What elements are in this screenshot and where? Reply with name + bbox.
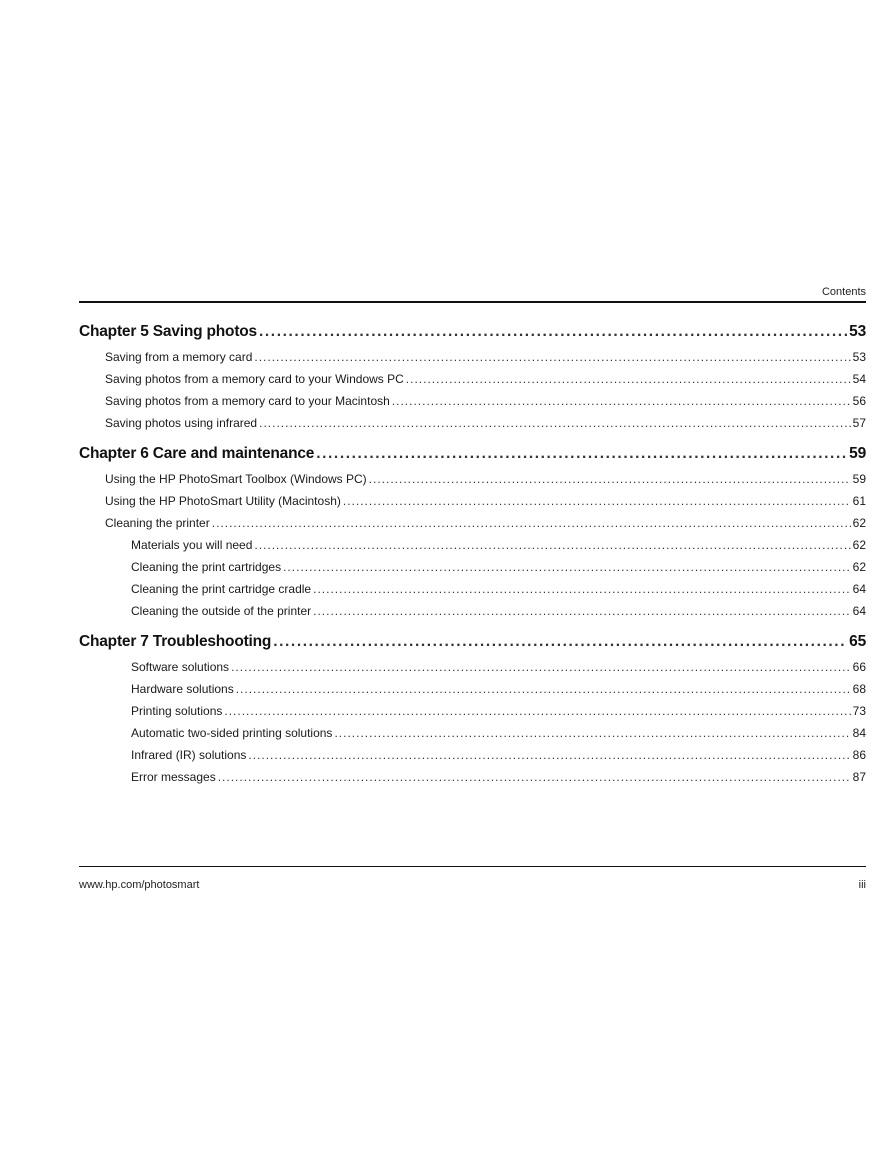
footer-url: www.hp.com/photosmart [79,879,200,891]
toc-chapter-entry[interactable] [79,318,866,346]
chapter-title: Chapter 6 Care and maintenance [79,445,315,462]
entry-page-number: 86 [852,748,866,762]
entry-title: Hardware solutions [131,682,234,696]
entry-page-number: 64 [852,582,866,596]
toc-entry[interactable] [79,490,866,512]
toc-entry[interactable] [79,390,866,412]
dot-leader [212,512,851,534]
entry-page-number: 62 [852,538,866,552]
dot-leader [254,534,850,556]
dot-leader [343,490,851,512]
entry-page-number: 87 [852,770,866,784]
chapter-page-number: 53 [849,323,866,340]
toc-subentry[interactable] [79,744,866,766]
entry-title: Using the HP PhotoSmart Utility (Macintosh) [105,494,341,508]
entry-title: Saving photos using infrared [105,416,258,430]
entry-page-number: 62 [852,560,866,574]
entry-page-number: 61 [852,494,866,508]
entry-page-number: 56 [852,394,866,408]
chapter-page-number: 59 [849,445,866,462]
entry-title: Cleaning the print cartridges [131,560,282,574]
entry-page-number: 73 [852,704,866,718]
toc-subentry[interactable] [79,656,866,678]
toc-entry[interactable] [79,468,866,490]
toc-subentry[interactable] [79,556,866,578]
chapter-title: Chapter 7 Troubleshooting [79,633,272,650]
dot-leader [316,440,847,468]
footer-page-number: iii [858,879,866,891]
toc-entry[interactable] [79,412,866,434]
dot-leader [273,628,847,656]
entry-title: Printing solutions [131,704,223,718]
entry-page-number: 64 [852,604,866,618]
entry-page-number: 57 [852,416,866,430]
dot-leader [334,722,850,744]
entry-title: Infrared (IR) solutions [131,748,247,762]
dot-leader [283,556,851,578]
toc-chapter-entry[interactable] [79,628,866,656]
chapter-5 [79,318,866,434]
entry-page-number: 59 [852,472,866,486]
toc-subentry[interactable] [79,678,866,700]
dot-leader [248,744,850,766]
chapter-7 [79,628,866,788]
toc-entry[interactable] [79,346,866,368]
toc-subentry[interactable] [79,722,866,744]
dot-leader [406,368,851,390]
dot-leader [224,700,850,722]
entry-title: Saving from a memory card [105,350,253,364]
dot-leader [259,412,851,434]
header-rule [79,301,866,303]
toc-subentry[interactable] [79,600,866,622]
entry-title: Materials you will need [131,538,253,552]
toc-subentry[interactable] [79,534,866,556]
entry-title: Using the HP PhotoSmart Toolbox (Windows PC) [105,472,367,486]
entry-title: Saving photos from a memory card to your Macintosh [105,394,390,408]
entry-title: Error messages [131,770,216,784]
dot-leader [392,390,851,412]
entry-title: Cleaning the printer [105,516,210,530]
entry-title: Cleaning the print cartridge cradle [131,582,312,596]
chapter-page-number: 65 [849,633,866,650]
table-of-contents [79,318,866,788]
entry-page-number: 84 [852,726,866,740]
dot-leader [231,656,851,678]
entry-page-number: 66 [852,660,866,674]
entry-page-number: 54 [852,372,866,386]
toc-subentry[interactable] [79,700,866,722]
entry-title: Automatic two-sided printing solutions [131,726,333,740]
entry-page-number: 68 [852,682,866,696]
dot-leader [236,678,851,700]
toc-entry[interactable] [79,512,866,534]
entry-page-number: 53 [852,350,866,364]
dot-leader [254,346,850,368]
dot-leader [369,468,851,490]
dot-leader [259,318,847,346]
dot-leader [218,766,851,788]
chapter-6 [79,440,866,622]
toc-subentry[interactable] [79,578,866,600]
dot-leader [313,600,851,622]
entry-page-number: 62 [852,516,866,530]
entry-title: Software solutions [131,660,230,674]
chapter-title: Chapter 5 Saving photos [79,323,257,340]
footer-rule [79,866,866,867]
dot-leader [313,578,851,600]
toc-chapter-entry[interactable] [79,440,866,468]
toc-entry[interactable] [79,368,866,390]
running-header: Contents [821,286,866,298]
entry-title: Saving photos from a memory card to your Windows PC [105,372,404,386]
entry-title: Cleaning the outside of the printer [131,604,312,618]
toc-subentry[interactable] [79,766,866,788]
